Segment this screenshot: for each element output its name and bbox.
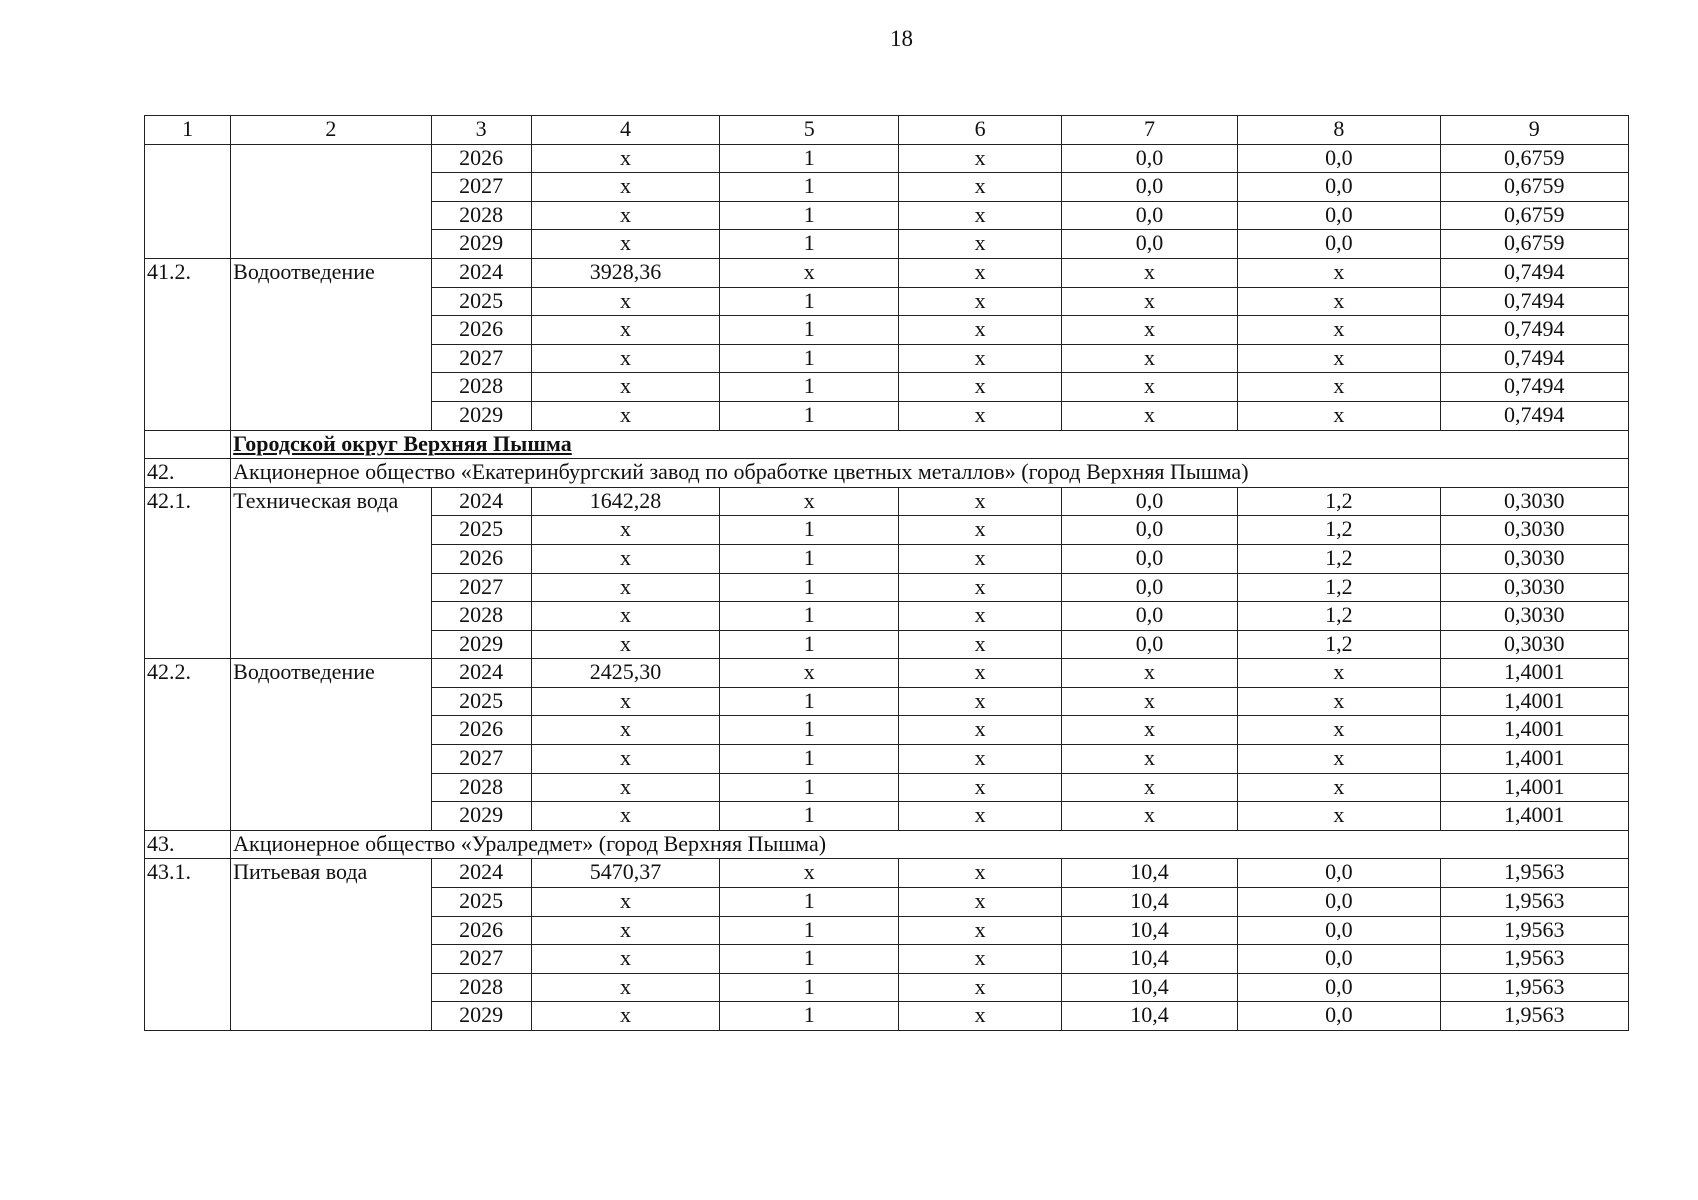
value-col6-cell: x [899, 602, 1061, 631]
value-col9-cell: 0,7494 [1440, 287, 1628, 316]
value-col8-cell: 1,2 [1238, 573, 1440, 602]
value-col7-cell: 10,4 [1061, 916, 1237, 945]
value-col6-cell: x [899, 687, 1061, 716]
value-col6-cell: x [899, 573, 1061, 602]
value-col9-cell: 0,6759 [1440, 201, 1628, 230]
value-col9-cell: 0,7494 [1440, 258, 1628, 287]
value-col8-cell: 1,2 [1238, 544, 1440, 573]
value-col6-cell: x [899, 773, 1061, 802]
year-cell: 2027 [431, 945, 531, 974]
value-col9-cell: 1,4001 [1440, 716, 1628, 745]
value-col6-cell: x [899, 544, 1061, 573]
value-col7-cell: x [1061, 401, 1237, 430]
year-cell: 2027 [431, 173, 531, 202]
page-number: 18 [890, 26, 913, 51]
value-col9-cell: 0,7494 [1440, 401, 1628, 430]
value-col9-cell: 1,9563 [1440, 916, 1628, 945]
value-col7-cell: x [1061, 373, 1237, 402]
row-number-cell: 42. [145, 459, 231, 488]
table-row [145, 859, 1629, 888]
value-col5-cell: 1 [720, 773, 899, 802]
value-col9-cell: 1,9563 [1440, 945, 1628, 974]
section-row [145, 430, 1629, 459]
value-col6-cell: x [899, 287, 1061, 316]
year-cell: 2025 [431, 687, 531, 716]
value-col5-cell: 1 [720, 716, 899, 745]
year-cell: 2028 [431, 602, 531, 631]
value-col9-cell: 1,4001 [1440, 745, 1628, 774]
value-col7-cell: 10,4 [1061, 973, 1237, 1002]
value-col6-cell: x [899, 258, 1061, 287]
row-number-cell [145, 144, 231, 258]
value-col6-cell: x [899, 144, 1061, 173]
value-col4-cell: 2425,30 [531, 659, 719, 688]
value-col6-cell: x [899, 401, 1061, 430]
value-col9-cell: 0,7494 [1440, 316, 1628, 345]
value-col5-cell: 1 [720, 287, 899, 316]
year-cell: 2029 [431, 230, 531, 259]
organization-name: Акционерное общество «Екатеринбургский завод по обработке цветных металлов» (город Верхняя Пышма) [231, 459, 1629, 488]
year-cell: 2028 [431, 773, 531, 802]
value-col5-cell: 1 [720, 1002, 899, 1031]
value-col5-cell: 1 [720, 544, 899, 573]
organization-name: Акционерное общество «Уралредмет» (город Верхняя Пышма) [231, 830, 1629, 859]
value-col9-cell: 0,3030 [1440, 630, 1628, 659]
organization-row [145, 459, 1629, 488]
value-col6-cell: x [899, 230, 1061, 259]
year-cell: 2029 [431, 630, 531, 659]
value-col4-cell: x [531, 401, 719, 430]
year-cell: 2028 [431, 373, 531, 402]
value-col7-cell: x [1061, 258, 1237, 287]
value-col8-cell: x [1238, 802, 1440, 831]
value-col7-cell: x [1061, 287, 1237, 316]
value-col5-cell: 1 [720, 745, 899, 774]
value-col7-cell: 10,4 [1061, 945, 1237, 974]
value-col6-cell: x [899, 888, 1061, 917]
value-col6-cell: x [899, 973, 1061, 1002]
column-header-9: 9 [1440, 116, 1628, 145]
year-cell: 2026 [431, 316, 531, 345]
value-col4-cell: x [531, 316, 719, 345]
value-col9-cell: 1,4001 [1440, 687, 1628, 716]
row-number-cell: 42.1. [145, 487, 231, 659]
value-col6-cell: x [899, 373, 1061, 402]
value-col4-cell: x [531, 687, 719, 716]
value-col4-cell: x [531, 573, 719, 602]
service-name-cell: Водоотведение [231, 659, 431, 831]
value-col7-cell: x [1061, 802, 1237, 831]
value-col5-cell: 1 [720, 230, 899, 259]
column-header-3: 3 [431, 116, 531, 145]
value-col9-cell: 1,4001 [1440, 659, 1628, 688]
value-col9-cell: 0,3030 [1440, 487, 1628, 516]
value-col6-cell: x [899, 201, 1061, 230]
value-col7-cell: x [1061, 316, 1237, 345]
table-row [145, 487, 1629, 516]
value-col4-cell: x [531, 201, 719, 230]
table-row [145, 258, 1629, 287]
value-col7-cell: x [1061, 773, 1237, 802]
row-number-cell: 42.2. [145, 659, 231, 831]
value-col8-cell: 0,0 [1238, 173, 1440, 202]
year-cell: 2026 [431, 916, 531, 945]
value-col8-cell: 0,0 [1238, 144, 1440, 173]
value-col6-cell: x [899, 859, 1061, 888]
value-col6-cell: x [899, 745, 1061, 774]
value-col9-cell: 0,6759 [1440, 230, 1628, 259]
value-col9-cell: 0,3030 [1440, 516, 1628, 545]
value-col4-cell: x [531, 602, 719, 631]
value-col6-cell: x [899, 916, 1061, 945]
value-col5-cell: 1 [720, 573, 899, 602]
year-cell: 2026 [431, 144, 531, 173]
year-cell: 2029 [431, 401, 531, 430]
value-col6-cell: x [899, 802, 1061, 831]
value-col8-cell: x [1238, 344, 1440, 373]
value-col5-cell: x [720, 659, 899, 688]
column-header-5: 5 [720, 116, 899, 145]
value-col8-cell: 0,0 [1238, 973, 1440, 1002]
value-col8-cell: 1,2 [1238, 602, 1440, 631]
tariff-table [144, 115, 1629, 1031]
value-col9-cell: 1,4001 [1440, 802, 1628, 831]
value-col9-cell: 0,6759 [1440, 144, 1628, 173]
value-col7-cell: x [1061, 687, 1237, 716]
column-header-6: 6 [899, 116, 1061, 145]
value-col9-cell: 1,9563 [1440, 1002, 1628, 1031]
value-col4-cell: x [531, 916, 719, 945]
value-col8-cell: 1,2 [1238, 487, 1440, 516]
value-col8-cell: x [1238, 716, 1440, 745]
value-col6-cell: x [899, 630, 1061, 659]
value-col8-cell: 0,0 [1238, 859, 1440, 888]
value-col7-cell: 0,0 [1061, 173, 1237, 202]
year-cell: 2028 [431, 201, 531, 230]
row-number-cell [145, 430, 231, 459]
value-col9-cell: 0,6759 [1440, 173, 1628, 202]
value-col4-cell: x [531, 373, 719, 402]
year-cell: 2027 [431, 573, 531, 602]
value-col7-cell: x [1061, 716, 1237, 745]
header-row [145, 116, 1629, 145]
value-col7-cell: x [1061, 745, 1237, 774]
value-col8-cell: 0,0 [1238, 945, 1440, 974]
value-col6-cell: x [899, 659, 1061, 688]
value-col8-cell: x [1238, 316, 1440, 345]
value-col8-cell: 0,0 [1238, 888, 1440, 917]
value-col8-cell: 0,0 [1238, 201, 1440, 230]
value-col4-cell: 5470,37 [531, 859, 719, 888]
value-col5-cell: 1 [720, 888, 899, 917]
year-cell: 2027 [431, 344, 531, 373]
value-col8-cell: x [1238, 373, 1440, 402]
value-col7-cell: 0,0 [1061, 487, 1237, 516]
value-col9-cell: 1,9563 [1440, 973, 1628, 1002]
value-col4-cell: x [531, 945, 719, 974]
value-col7-cell: 0,0 [1061, 201, 1237, 230]
value-col8-cell: x [1238, 773, 1440, 802]
value-col4-cell: x [531, 888, 719, 917]
value-col6-cell: x [899, 316, 1061, 345]
value-col5-cell: 1 [720, 945, 899, 974]
value-col9-cell: 0,3030 [1440, 544, 1628, 573]
value-col5-cell: 1 [720, 316, 899, 345]
year-cell: 2026 [431, 716, 531, 745]
value-col4-cell: x [531, 344, 719, 373]
value-col6-cell: x [899, 1002, 1061, 1031]
value-col7-cell: 0,0 [1061, 516, 1237, 545]
value-col9-cell: 1,4001 [1440, 773, 1628, 802]
value-col8-cell: x [1238, 659, 1440, 688]
row-number-cell: 43.1. [145, 859, 231, 1031]
value-col9-cell: 0,7494 [1440, 373, 1628, 402]
value-col4-cell: x [531, 716, 719, 745]
row-number-cell: 43. [145, 830, 231, 859]
value-col7-cell: 0,0 [1061, 544, 1237, 573]
value-col5-cell: 1 [720, 201, 899, 230]
service-name-cell: Водоотведение [231, 258, 431, 430]
year-cell: 2029 [431, 1002, 531, 1031]
value-col4-cell: x [531, 173, 719, 202]
value-col4-cell: 3928,36 [531, 258, 719, 287]
service-name-cell: Питьевая вода [231, 859, 431, 1031]
year-cell: 2025 [431, 888, 531, 917]
table-row [145, 144, 1629, 173]
value-col8-cell: 0,0 [1238, 916, 1440, 945]
year-cell: 2028 [431, 973, 531, 1002]
value-col4-cell: x [531, 144, 719, 173]
value-col4-cell: x [531, 516, 719, 545]
value-col4-cell: x [531, 287, 719, 316]
year-cell: 2027 [431, 745, 531, 774]
value-col8-cell: 1,2 [1238, 630, 1440, 659]
value-col7-cell: 0,0 [1061, 573, 1237, 602]
value-col5-cell: 1 [720, 344, 899, 373]
value-col9-cell: 0,3030 [1440, 602, 1628, 631]
value-col4-cell: x [531, 544, 719, 573]
value-col8-cell: 0,0 [1238, 1002, 1440, 1031]
column-header-2: 2 [231, 116, 431, 145]
service-name-cell [231, 144, 431, 258]
year-cell: 2029 [431, 802, 531, 831]
value-col6-cell: x [899, 344, 1061, 373]
year-cell: 2026 [431, 544, 531, 573]
value-col9-cell: 0,7494 [1440, 344, 1628, 373]
value-col4-cell: 1642,28 [531, 487, 719, 516]
table-row [145, 659, 1629, 688]
year-cell: 2024 [431, 258, 531, 287]
year-cell: 2025 [431, 516, 531, 545]
value-col6-cell: x [899, 516, 1061, 545]
value-col5-cell: x [720, 859, 899, 888]
value-col6-cell: x [899, 487, 1061, 516]
year-cell: 2024 [431, 487, 531, 516]
value-col8-cell: 0,0 [1238, 230, 1440, 259]
organization-row [145, 830, 1629, 859]
value-col8-cell: 1,2 [1238, 516, 1440, 545]
value-col4-cell: x [531, 802, 719, 831]
value-col5-cell: 1 [720, 973, 899, 1002]
column-header-4: 4 [531, 116, 719, 145]
table-body [145, 116, 1629, 1031]
value-col5-cell: 1 [720, 144, 899, 173]
section-title: Городской округ Верхняя Пышма [231, 430, 1629, 459]
value-col5-cell: 1 [720, 802, 899, 831]
row-number-cell: 41.2. [145, 258, 231, 430]
value-col5-cell: 1 [720, 630, 899, 659]
value-col8-cell: x [1238, 401, 1440, 430]
value-col5-cell: 1 [720, 173, 899, 202]
value-col5-cell: 1 [720, 687, 899, 716]
value-col9-cell: 1,9563 [1440, 859, 1628, 888]
year-cell: 2025 [431, 287, 531, 316]
value-col6-cell: x [899, 173, 1061, 202]
value-col4-cell: x [531, 1002, 719, 1031]
column-header-8: 8 [1238, 116, 1440, 145]
value-col7-cell: 10,4 [1061, 859, 1237, 888]
value-col7-cell: 0,0 [1061, 144, 1237, 173]
value-col6-cell: x [899, 716, 1061, 745]
value-col4-cell: x [531, 745, 719, 774]
value-col5-cell: 1 [720, 401, 899, 430]
value-col9-cell: 0,3030 [1440, 573, 1628, 602]
value-col7-cell: x [1061, 344, 1237, 373]
value-col5-cell: 1 [720, 516, 899, 545]
year-cell: 2024 [431, 859, 531, 888]
column-header-7: 7 [1061, 116, 1237, 145]
value-col4-cell: x [531, 230, 719, 259]
value-col4-cell: x [531, 630, 719, 659]
value-col6-cell: x [899, 945, 1061, 974]
value-col8-cell: x [1238, 287, 1440, 316]
value-col5-cell: x [720, 258, 899, 287]
value-col4-cell: x [531, 973, 719, 1002]
value-col8-cell: x [1238, 687, 1440, 716]
value-col5-cell: 1 [720, 602, 899, 631]
value-col7-cell: 0,0 [1061, 230, 1237, 259]
value-col7-cell: 10,4 [1061, 1002, 1237, 1031]
value-col7-cell: x [1061, 659, 1237, 688]
value-col5-cell: 1 [720, 916, 899, 945]
value-col8-cell: x [1238, 258, 1440, 287]
value-col7-cell: 10,4 [1061, 888, 1237, 917]
value-col5-cell: x [720, 487, 899, 516]
value-col7-cell: 0,0 [1061, 630, 1237, 659]
value-col7-cell: 0,0 [1061, 602, 1237, 631]
year-cell: 2024 [431, 659, 531, 688]
value-col9-cell: 1,9563 [1440, 888, 1628, 917]
column-header-1: 1 [145, 116, 231, 145]
value-col5-cell: 1 [720, 373, 899, 402]
value-col8-cell: x [1238, 745, 1440, 774]
value-col4-cell: x [531, 773, 719, 802]
service-name-cell: Техническая вода [231, 487, 431, 659]
